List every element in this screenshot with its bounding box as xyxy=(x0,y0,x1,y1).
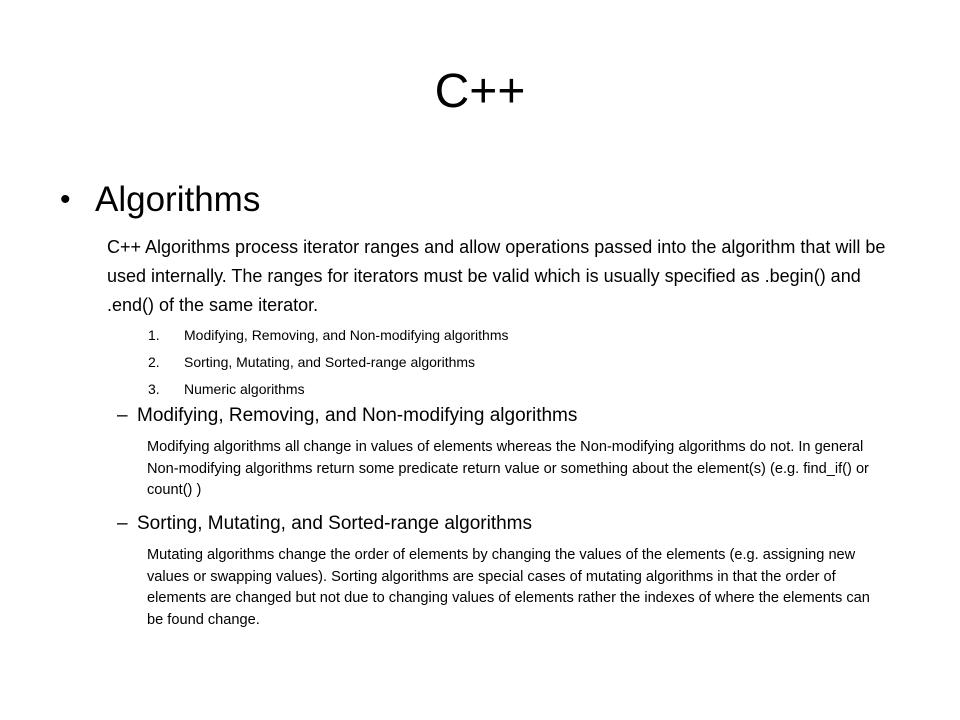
section-body-modifying: Modifying algorithms all change in values of elements whereas the Non-modifying algorithms do not. In general Non-modifying algorithms return some predicate return value or something about the element(s) (e.g. find_if() or count() ) xyxy=(147,439,869,498)
numbered-list xyxy=(148,322,508,403)
intro-paragraph: C++ Algorithms process iterator ranges and allow operations passed into the algorithm that will be used internally. The ranges for iterators must be valid which is usually specified as .begin() and .end() of the same iterator. xyxy=(107,237,886,315)
dash-icon: – xyxy=(117,405,128,426)
section-heading-modifying xyxy=(117,403,577,429)
bullet-algorithms xyxy=(60,178,260,222)
section-heading-text: Modifying, Removing, and Non-modifying algorithms xyxy=(137,405,578,426)
numbered-item xyxy=(148,322,508,349)
item-number: 3. xyxy=(148,381,160,397)
section-body-sorting: Mutating algorithms change the order of elements by changing the values of the elements (e.g. assigning new values or swapping values). Sorting algorithms are special cases of mutating algorithms in that the order of elements are changed but not due to changing values of elements rather the indexes of where the elements can be found change. xyxy=(147,547,870,628)
numbered-item xyxy=(148,349,508,376)
section-heading-text: Sorting, Mutating, and Sorted-range algorithms xyxy=(137,513,532,534)
item-text: Sorting, Mutating, and Sorted-range algorithms xyxy=(184,354,476,370)
item-number: 1. xyxy=(148,327,160,343)
dash-icon: – xyxy=(117,513,128,534)
section-heading-sorting xyxy=(117,511,532,537)
bullet-label: Algorithms xyxy=(95,180,261,219)
item-number: 2. xyxy=(148,354,160,370)
item-text: Modifying, Removing, and Non-modifying algorithms xyxy=(184,327,509,343)
slide-title: C++ xyxy=(434,65,526,118)
bullet-dot-icon: • xyxy=(60,183,71,216)
numbered-item xyxy=(148,376,508,403)
item-text: Numeric algorithms xyxy=(184,381,305,397)
